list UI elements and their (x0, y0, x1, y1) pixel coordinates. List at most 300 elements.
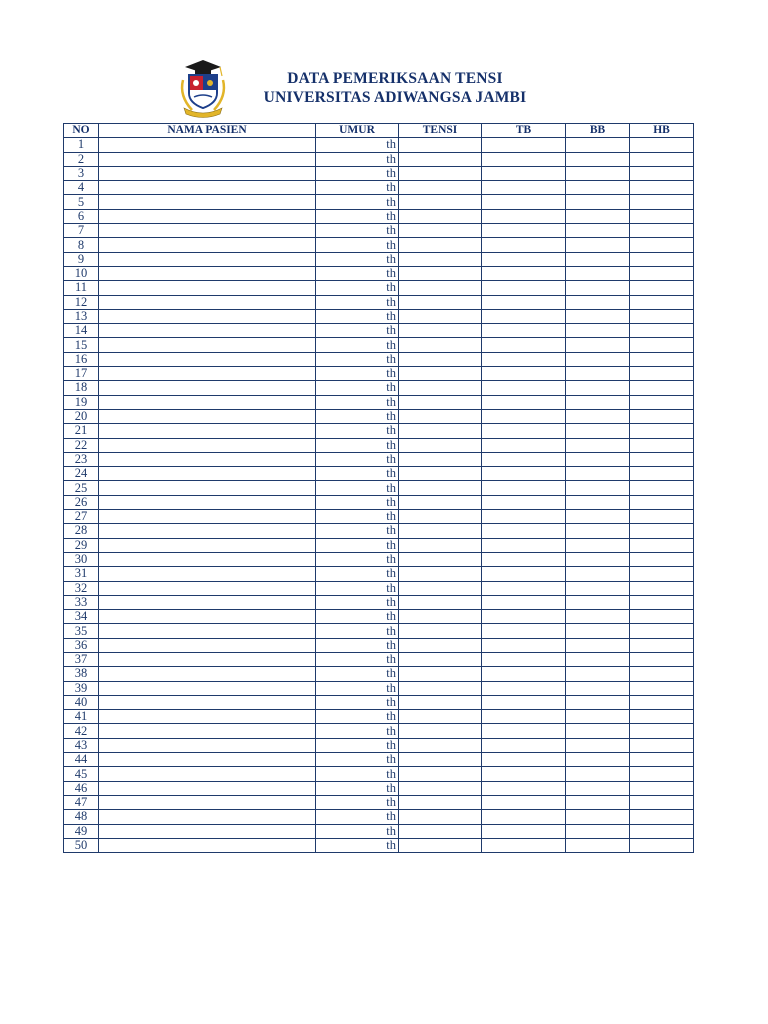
cell-tensi (399, 595, 482, 609)
cell-tensi (399, 552, 482, 566)
cell-no: 5 (64, 195, 99, 209)
cell-bb (566, 295, 630, 309)
cell-nama-pasien (99, 810, 316, 824)
cell-umur: th (316, 610, 399, 624)
cell-tb (482, 738, 566, 752)
cell-no: 14 (64, 324, 99, 338)
cell-tb (482, 710, 566, 724)
cell-no: 46 (64, 781, 99, 795)
cell-tb (482, 695, 566, 709)
table-row (64, 438, 694, 452)
cell-nama-pasien (99, 552, 316, 566)
cell-bb (566, 738, 630, 752)
cell-umur: th (316, 452, 399, 466)
cell-hb (630, 409, 694, 423)
cell-tb (482, 281, 566, 295)
table-row (64, 810, 694, 824)
cell-no: 29 (64, 538, 99, 552)
cell-umur: th (316, 667, 399, 681)
cell-bb (566, 409, 630, 423)
cell-hb (630, 266, 694, 280)
cell-nama-pasien (99, 738, 316, 752)
cell-tb (482, 753, 566, 767)
cell-no: 3 (64, 166, 99, 180)
cell-bb (566, 495, 630, 509)
cell-no: 43 (64, 738, 99, 752)
cell-tensi (399, 152, 482, 166)
cell-hb (630, 195, 694, 209)
cell-bb (566, 252, 630, 266)
cell-tensi (399, 309, 482, 323)
cell-hb (630, 338, 694, 352)
cell-tensi (399, 495, 482, 509)
cell-nama-pasien (99, 624, 316, 638)
cell-umur: th (316, 467, 399, 481)
cell-tensi (399, 338, 482, 352)
table-row (64, 352, 694, 366)
cell-bb (566, 638, 630, 652)
cell-hb (630, 581, 694, 595)
document-title (230, 70, 560, 107)
patient-data-table (63, 123, 694, 853)
cell-tb (482, 581, 566, 595)
cell-tensi (399, 424, 482, 438)
column-header-hb: HB (630, 124, 694, 138)
cell-nama-pasien (99, 610, 316, 624)
cell-no: 45 (64, 767, 99, 781)
table-row (64, 166, 694, 180)
cell-tb (482, 295, 566, 309)
cell-tensi (399, 138, 482, 152)
cell-umur: th (316, 581, 399, 595)
cell-hb (630, 781, 694, 795)
cell-tb (482, 667, 566, 681)
cell-nama-pasien (99, 438, 316, 452)
cell-umur: th (316, 724, 399, 738)
cell-hb (630, 695, 694, 709)
cell-no: 31 (64, 567, 99, 581)
cell-bb (566, 538, 630, 552)
cell-no: 34 (64, 610, 99, 624)
cell-tb (482, 452, 566, 466)
cell-no: 22 (64, 438, 99, 452)
cell-umur: th (316, 181, 399, 195)
table-row (64, 724, 694, 738)
cell-umur: th (316, 624, 399, 638)
table-row (64, 581, 694, 595)
university-crest-logo-icon (176, 58, 230, 118)
cell-no: 32 (64, 581, 99, 595)
cell-nama-pasien (99, 424, 316, 438)
cell-umur: th (316, 695, 399, 709)
cell-tb (482, 538, 566, 552)
cell-hb (630, 281, 694, 295)
cell-tensi (399, 667, 482, 681)
cell-tb (482, 166, 566, 180)
table-body (64, 138, 694, 853)
document-header (0, 56, 768, 122)
cell-umur: th (316, 767, 399, 781)
cell-tensi (399, 252, 482, 266)
table-row (64, 152, 694, 166)
cell-tensi (399, 567, 482, 581)
cell-nama-pasien (99, 181, 316, 195)
cell-tensi (399, 695, 482, 709)
cell-bb (566, 567, 630, 581)
cell-hb (630, 724, 694, 738)
cell-hb (630, 767, 694, 781)
cell-tensi (399, 281, 482, 295)
table-row (64, 424, 694, 438)
cell-tensi (399, 510, 482, 524)
table-row (64, 181, 694, 195)
cell-hb (630, 610, 694, 624)
cell-bb (566, 352, 630, 366)
cell-tb (482, 338, 566, 352)
cell-tb (482, 510, 566, 524)
cell-nama-pasien (99, 695, 316, 709)
cell-no: 49 (64, 824, 99, 838)
cell-no: 11 (64, 281, 99, 295)
cell-umur: th (316, 309, 399, 323)
cell-nama-pasien (99, 166, 316, 180)
cell-umur: th (316, 138, 399, 152)
cell-nama-pasien (99, 581, 316, 595)
cell-bb (566, 681, 630, 695)
cell-nama-pasien (99, 195, 316, 209)
cell-bb (566, 281, 630, 295)
table-row (64, 195, 694, 209)
cell-nama-pasien (99, 238, 316, 252)
cell-bb (566, 467, 630, 481)
cell-nama-pasien (99, 824, 316, 838)
cell-umur: th (316, 281, 399, 295)
cell-tensi (399, 481, 482, 495)
cell-umur: th (316, 367, 399, 381)
cell-umur: th (316, 738, 399, 752)
cell-bb (566, 810, 630, 824)
cell-hb (630, 795, 694, 809)
cell-hb (630, 367, 694, 381)
cell-no: 38 (64, 667, 99, 681)
cell-nama-pasien (99, 452, 316, 466)
cell-bb (566, 552, 630, 566)
cell-nama-pasien (99, 309, 316, 323)
table-row (64, 467, 694, 481)
table-row (64, 738, 694, 752)
cell-hb (630, 638, 694, 652)
table-row (64, 481, 694, 495)
cell-tb (482, 652, 566, 666)
cell-no: 25 (64, 481, 99, 495)
cell-nama-pasien (99, 538, 316, 552)
cell-hb (630, 467, 694, 481)
cell-umur: th (316, 795, 399, 809)
cell-tb (482, 224, 566, 238)
cell-tb (482, 409, 566, 423)
cell-umur: th (316, 552, 399, 566)
cell-tensi (399, 724, 482, 738)
cell-no: 47 (64, 795, 99, 809)
cell-tensi (399, 795, 482, 809)
cell-umur: th (316, 395, 399, 409)
cell-nama-pasien (99, 367, 316, 381)
cell-nama-pasien (99, 295, 316, 309)
table-row (64, 252, 694, 266)
cell-bb (566, 152, 630, 166)
cell-nama-pasien (99, 338, 316, 352)
cell-hb (630, 309, 694, 323)
table-row (64, 538, 694, 552)
cell-tensi (399, 224, 482, 238)
cell-no: 6 (64, 209, 99, 223)
cell-tensi (399, 838, 482, 852)
cell-umur: th (316, 495, 399, 509)
cell-umur: th (316, 481, 399, 495)
cell-no: 39 (64, 681, 99, 695)
cell-tensi (399, 195, 482, 209)
cell-hb (630, 395, 694, 409)
table-row (64, 767, 694, 781)
cell-hb (630, 452, 694, 466)
cell-nama-pasien (99, 395, 316, 409)
table-row (64, 381, 694, 395)
cell-no: 18 (64, 381, 99, 395)
cell-umur: th (316, 638, 399, 652)
cell-nama-pasien (99, 224, 316, 238)
cell-bb (566, 838, 630, 852)
cell-bb (566, 524, 630, 538)
table-row (64, 567, 694, 581)
cell-no: 35 (64, 624, 99, 638)
cell-tb (482, 567, 566, 581)
cell-no: 9 (64, 252, 99, 266)
table-row (64, 295, 694, 309)
cell-bb (566, 438, 630, 452)
cell-bb (566, 224, 630, 238)
cell-bb (566, 266, 630, 280)
cell-tb (482, 810, 566, 824)
table-row (64, 695, 694, 709)
cell-tb (482, 138, 566, 152)
cell-nama-pasien (99, 281, 316, 295)
cell-tensi (399, 438, 482, 452)
cell-no: 16 (64, 352, 99, 366)
table-row (64, 552, 694, 566)
cell-hb (630, 510, 694, 524)
cell-no: 13 (64, 309, 99, 323)
cell-bb (566, 381, 630, 395)
cell-hb (630, 152, 694, 166)
cell-hb (630, 381, 694, 395)
cell-tb (482, 152, 566, 166)
table-row (64, 510, 694, 524)
cell-nama-pasien (99, 667, 316, 681)
cell-umur: th (316, 438, 399, 452)
cell-tb (482, 467, 566, 481)
cell-tb (482, 352, 566, 366)
cell-umur: th (316, 381, 399, 395)
cell-bb (566, 209, 630, 223)
column-header-tensi: TENSI (399, 124, 482, 138)
cell-no: 12 (64, 295, 99, 309)
cell-hb (630, 624, 694, 638)
cell-umur: th (316, 838, 399, 852)
cell-hb (630, 481, 694, 495)
table-row (64, 681, 694, 695)
cell-tensi (399, 581, 482, 595)
table-row (64, 610, 694, 624)
cell-tb (482, 367, 566, 381)
cell-hb (630, 238, 694, 252)
cell-nama-pasien (99, 795, 316, 809)
cell-tb (482, 681, 566, 695)
cell-tb (482, 552, 566, 566)
table-row (64, 652, 694, 666)
cell-no: 26 (64, 495, 99, 509)
table-row (64, 753, 694, 767)
cell-tb (482, 824, 566, 838)
cell-tensi (399, 324, 482, 338)
cell-nama-pasien (99, 681, 316, 695)
cell-tensi (399, 652, 482, 666)
cell-tensi (399, 753, 482, 767)
cell-umur: th (316, 524, 399, 538)
cell-bb (566, 195, 630, 209)
cell-hb (630, 438, 694, 452)
column-header-nama-pasien: NAMA PASIEN (99, 124, 316, 138)
cell-tb (482, 838, 566, 852)
cell-nama-pasien (99, 409, 316, 423)
cell-hb (630, 181, 694, 195)
table-row (64, 324, 694, 338)
cell-no: 20 (64, 409, 99, 423)
cell-no: 27 (64, 510, 99, 524)
cell-tb (482, 209, 566, 223)
table-row (64, 795, 694, 809)
cell-tensi (399, 781, 482, 795)
cell-hb (630, 209, 694, 223)
cell-no: 42 (64, 724, 99, 738)
cell-tensi (399, 452, 482, 466)
cell-umur: th (316, 209, 399, 223)
cell-umur: th (316, 753, 399, 767)
cell-nama-pasien (99, 781, 316, 795)
cell-bb (566, 624, 630, 638)
table-row (64, 624, 694, 638)
table-row (64, 524, 694, 538)
cell-bb (566, 581, 630, 595)
table-row (64, 838, 694, 852)
cell-tb (482, 795, 566, 809)
cell-no: 8 (64, 238, 99, 252)
cell-umur: th (316, 781, 399, 795)
cell-no: 36 (64, 638, 99, 652)
cell-tb (482, 781, 566, 795)
cell-hb (630, 138, 694, 152)
cell-nama-pasien (99, 567, 316, 581)
table-row (64, 495, 694, 509)
cell-hb (630, 667, 694, 681)
cell-no: 17 (64, 367, 99, 381)
cell-tb (482, 381, 566, 395)
cell-nama-pasien (99, 467, 316, 481)
table-row (64, 309, 694, 323)
cell-tb (482, 610, 566, 624)
cell-nama-pasien (99, 152, 316, 166)
cell-nama-pasien (99, 753, 316, 767)
cell-bb (566, 695, 630, 709)
table-row (64, 266, 694, 280)
table-row (64, 824, 694, 838)
cell-hb (630, 495, 694, 509)
cell-hb (630, 352, 694, 366)
cell-no: 2 (64, 152, 99, 166)
column-header-tb: TB (482, 124, 566, 138)
table-row (64, 638, 694, 652)
cell-umur: th (316, 567, 399, 581)
cell-bb (566, 767, 630, 781)
cell-tensi (399, 638, 482, 652)
cell-tb (482, 238, 566, 252)
cell-bb (566, 395, 630, 409)
cell-tensi (399, 524, 482, 538)
cell-umur: th (316, 424, 399, 438)
cell-bb (566, 724, 630, 738)
cell-no: 21 (64, 424, 99, 438)
cell-hb (630, 252, 694, 266)
cell-tensi (399, 738, 482, 752)
cell-umur: th (316, 266, 399, 280)
cell-tensi (399, 266, 482, 280)
cell-umur: th (316, 166, 399, 180)
cell-tensi (399, 710, 482, 724)
column-header-no: NO (64, 124, 99, 138)
cell-umur: th (316, 252, 399, 266)
cell-tensi (399, 610, 482, 624)
table-row (64, 710, 694, 724)
cell-nama-pasien (99, 252, 316, 266)
cell-tensi (399, 295, 482, 309)
cell-tb (482, 595, 566, 609)
cell-tensi (399, 381, 482, 395)
cell-tensi (399, 367, 482, 381)
cell-bb (566, 309, 630, 323)
cell-hb (630, 224, 694, 238)
cell-hb (630, 538, 694, 552)
cell-no: 24 (64, 467, 99, 481)
cell-tb (482, 252, 566, 266)
cell-tb (482, 767, 566, 781)
cell-bb (566, 481, 630, 495)
cell-hb (630, 324, 694, 338)
cell-hb (630, 552, 694, 566)
cell-hb (630, 652, 694, 666)
cell-bb (566, 667, 630, 681)
cell-tb (482, 324, 566, 338)
cell-umur: th (316, 510, 399, 524)
cell-bb (566, 610, 630, 624)
cell-hb (630, 681, 694, 695)
cell-nama-pasien (99, 209, 316, 223)
table-row (64, 595, 694, 609)
cell-umur: th (316, 352, 399, 366)
cell-nama-pasien (99, 767, 316, 781)
cell-bb (566, 452, 630, 466)
cell-tb (482, 638, 566, 652)
cell-bb (566, 338, 630, 352)
cell-hb (630, 810, 694, 824)
